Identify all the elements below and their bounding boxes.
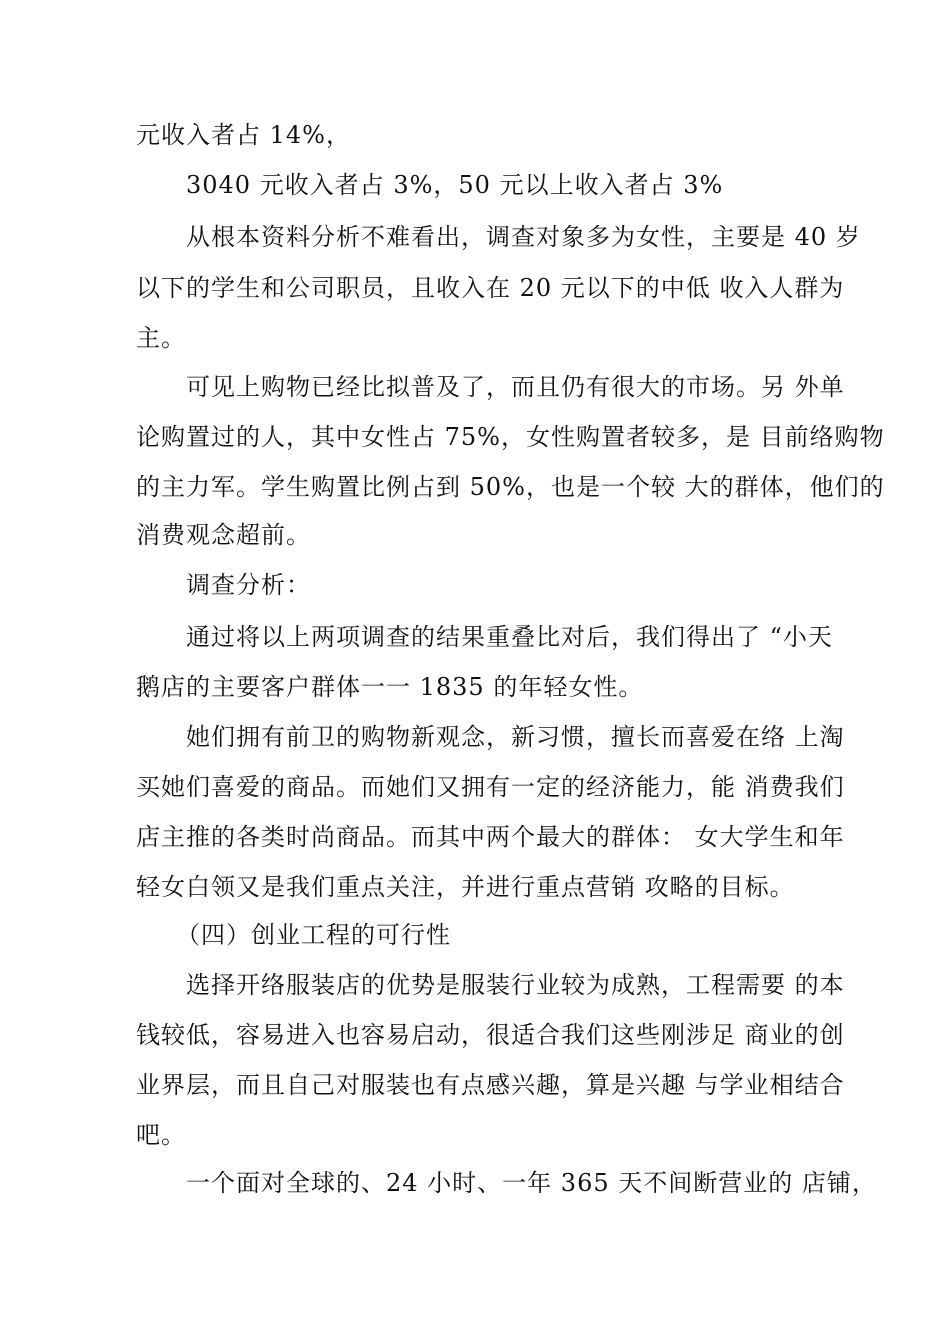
text-line: 轻女白领又是我们重点关注，并进行重点营销 攻略的目标。 [136, 873, 795, 901]
text-line: 元收入者占 14%， [136, 121, 351, 149]
text-line: 消费观念超前。 [136, 521, 311, 549]
text-line: 业界层，而且自己对服装也有点感兴趣，算是兴趣 与学业相结合 [136, 1071, 845, 1099]
text-line: 买她们喜爱的商品。而她们又拥有一定的经济能力，能 消费我们 [136, 773, 845, 801]
text-line: 论购置过的人，其中女性占 75%，女性购置者较多，是 目前络购物 [136, 423, 885, 451]
text-line: 钱较低，容易进入也容易启动，很适合我们这些刚涉足 商业的创 [136, 1021, 845, 1049]
text-line: 通过将以上两项调查的结果重叠比对后，我们得出了 “小天 [186, 623, 833, 651]
text-line: 店主推的各类时尚商品。而其中两个最大的群体： 女大学生和年 [136, 823, 845, 851]
text-line: 吧。 [136, 1121, 186, 1149]
text-line: 她们拥有前卫的购物新观念，新习惯，擅长而喜爱在络 上淘 [186, 723, 845, 751]
text-line: 一个面对全球的、24 小时、一年 365 天不间断营业的 店铺， [186, 1169, 877, 1197]
text-line: 主。 [136, 324, 186, 352]
text-line: 从根本资料分析不难看出，调查对象多为女性，主要是 40 岁 [186, 223, 861, 251]
text-line: 选择开络服装店的优势是服装行业较为成熟，工程需要 的本 [186, 971, 845, 999]
text-line: 3040 元收入者占 3%，50 元以上收入者占 3% [186, 171, 724, 199]
text-line: 以下的学生和公司职员，且收入在 20 元以下的中低 收入人群为 [136, 274, 845, 302]
text-line: 鹅店的主要客户群体一一 1835 的年轻女性。 [136, 673, 644, 701]
text-line: 的主力军。学生购置比例占到 50%，也是一个较 大的群体，他们的 [136, 473, 885, 501]
text-line: 可见上购物已经比拟普及了，而且仍有很大的市场。另 外单 [186, 373, 845, 401]
text-line: 调查分析： [186, 571, 311, 599]
section-heading: （四）创业工程的可行性 [176, 921, 451, 949]
